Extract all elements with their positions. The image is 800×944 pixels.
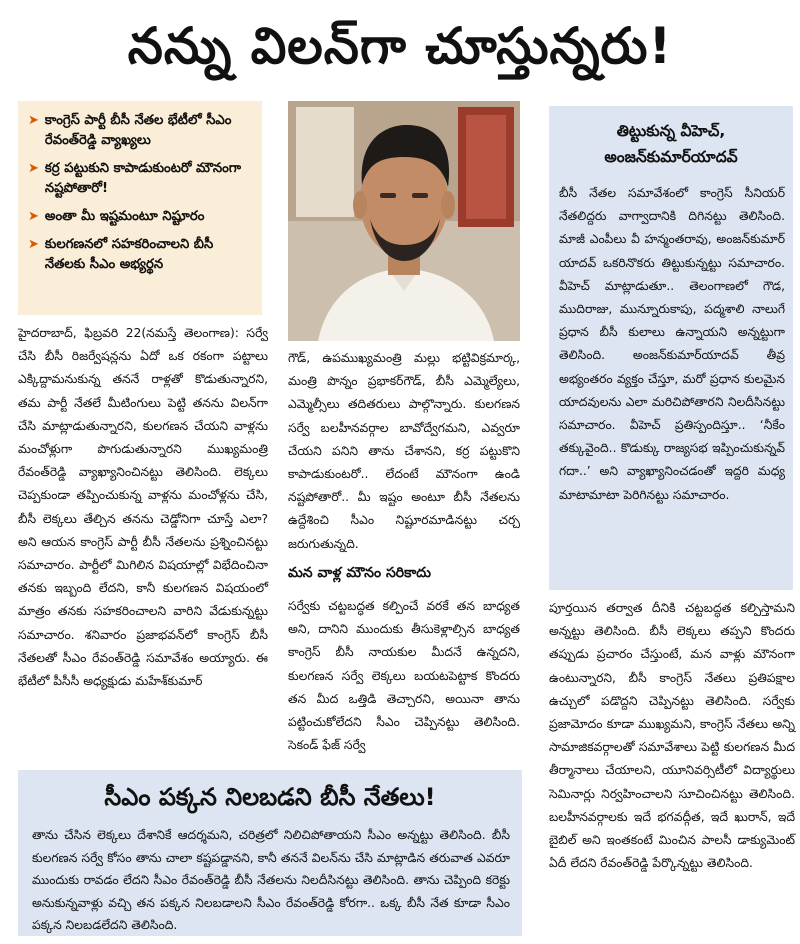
bottom-box: [18, 770, 522, 936]
sidebar-body: బీసీ నేతల సమావేశంలో కాంగ్రెస్ సీనియర్ నేతలిద్దరు వాగ్వాదానికి దిగినట్టు తెలిసింది. మాజీ ఎంపీలు వీ హన్మంతరావు, అంజన్‌కుమార్ యాదవ్ ఒకరినొకరు తిట్టుకున్నట్టు సమాచారం. వీహెచ్ మాట్లాడుతూ.. తెలంగాణలో గౌడ, ముదిరాజు, మున్నూరుకాపు, పద్మశాలి నాలుగే ప్రధాన బీసీ కులాలు ఉన్నాయని అన్నట్టుగా తెలిసింది. అంజన్‌కుమార్‌యాదవ్ తీవ్ర అభ్యంతరం వ్యక్తం చేస్తూ, మరో ప్రధాన కులమైన యాదవులను ఎలా మరిచిపోతారని నిలదీసినట్టు సమాచారం. వీహెచ్ ప్రతిస్పందిస్తూ.. ‘నీకేం తక్కువైంది.. కొడుక్కు రాజ్యసభ ఇప్పించుకున్నవ్ గదా..’ అని వ్యాఖ్యానించడంతో ఇద్దరి మధ్య మాటామాటా పెరిగినట్టు సమాచారం.: [559, 186, 785, 502]
article-column-2: గౌడ్, ఉపముఖ్యమంత్రి మల్లు భట్టివిక్రమార్క, మంత్రి పొన్నం ప్రభాకర్‌గౌడ్, బీసీ ఎమ్మెల్యేలు, ఎమ్మెల్సీలు తదితరులు పాల్గొన్నారు. కులగణన సర్వే బలహీనవర్గాల బావోద్వేగమని, ఎవ్వరూ చేయని పనిని తాను చేశానని, కర్ర పట్టుకొని కాపాడుకుంటరో.. లేదంటే మౌనంగా ఉండి నష్టపోతారో.. మీ ఇష్టం అంటూ బీసీ నేతలను ఉద్దేశించి సీఎం నిష్టూరమాడినట్టు చర్చ జరుగుతున్నది.: [288, 351, 520, 551]
headline: నన్ను విలన్‌గా చూస్తున్నరు!: [127, 17, 673, 75]
highlight-item: ➤ కులగణనలో సహకరించాలని బీసీ నేతలకు సీఎం అభ్యర్థన: [28, 235, 254, 275]
arrow-bullet-icon: ➤: [28, 161, 39, 176]
highlight-item: ➤ అంతా మీ ఇష్టమంటూ నిష్టూరం: [28, 207, 254, 227]
highlight-item: ➤ కర్ర పట్టుకుని కాపాడుకుంటరో మౌనంగా నష్టపోతారో!: [28, 159, 254, 199]
bottom-box-body: తాను చేసిన లెక్కలు దేశానికే ఆదర్శమని, చరిత్రలో నిలిచిపోతాయని సీఎం అన్నట్టు తెలిసింది. బీసీ కులగణన సర్వే కోసం తాను చాలా కష్టపడ్డానని, కానీ తననే విలన్‌ను చేసి మాట్లాడిన తరువాత ఎవరూ ముందుకు రావడం లేదని సీఎం రేవంత్‌రెడ్డి బీసీ నేతలను నిలదీసినట్టు తెలిసింది. తాను చెప్పింది కరెక్టు అనుకున్నవాళ్లు వచ్చి తన పక్కన నిలబడాలని సీఎం రేవంత్‌రెడ్డి కోరగా.. ఒక్క బీసీ నేత కూడా సీఎం పక్కన నిలబడలేదని తెలిసింది.: [32, 828, 510, 932]
highlight-item: ➤ కాంగ్రెస్ పార్టీ బీసీ నేతల భేటీలో సీఎం రేవంత్‌రెడ్డి వ్యాఖ్యలు: [28, 111, 254, 151]
article-column-1: హైదరాబాద్, ఫిబ్రవరి 22(నమస్తే తెలంగాణ): సర్వే చేసి బీసీ రిజర్వేషన్లను ఏదో ఒక రకంగా పట్టాలు ఎక్కిద్దామనుకున్న తననే రాళ్లతో కొడుతున్నారని, తమ పార్టీ నేతలే మీటింగులు పెట్టి తనను విలన్‌గా చేసి మాట్లాడుతున్నారని, కులగణన చేయని వాళ్లను మంచోళ్లుగా పొగుడుతున్నారని ముఖ్యమంత్రి రేవంత్‌రెడ్డి వ్యాఖ్యానించినట్టు తెలిసింది. లెక్కలు చెప్పకుండా తప్పించుకున్న వాళ్లను మంచోళ్లను చేసి, బీసీ లెక్కలు తేల్చిన తనను చెడ్డోనిగా చూస్తే ఎలా? అని ఆయన కాంగ్రెస్ పార్టీ బీసీ నేతలను ప్రశ్నించినట్టు సమాచారం. పార్టీలో మిగిలిన విషయాల్లో విభేదించినా తనకు ఇబ్బంది లేదని, కానీ కులగణన విషయంలో మాత్రం తనకు సహకరించాలని వారిని వేడుకున్నట్టు సమాచారం. శనివారం ప్రజాభవన్‌లో కాంగ్రెస్ బీసీ నేతలతో సీఎం రేవంత్‌రెడ్డి సమావేశం అయ్యారు. ఈ భేటీలో పీసీసీ అధ్యక్షుడు మహేశ్‌కుమార్: [18, 326, 268, 689]
article-column-3: పూర్తయిన తర్వాత దీనికి చట్టబద్ధత కల్పిస్తామని అన్నట్టు తెలిసింది. బీసీ లెక్కలు తప్పని కొందరు తప్పుడు ప్రచారం చేస్తుంటే, మన వాళ్లు మౌనంగా ఉంటున్నారని, బీసీ కాంగ్రెస్ నేతలు ప్రతిపక్షాల ఉచ్చులో పడొద్దని చెప్పినట్టు తెలిసింది. సర్వేకు ప్రజామోదం కూడా ముఖ్యమని, కాంగ్రెస్ నేతలు అన్ని సామాజికవర్గాలతో సమావేశాలు పెట్టి కులగణన మీద తీర్మానాలు చేయాలని, యూనివర్సిటీలో విద్యార్థులు సెమినార్లు నిర్వహించాలని సూచించినట్టు తెలిసింది. బలహీనవర్గాలకు ఇదే భగవద్గీత, ఇదే ఖురాన్, ఇదే బైబిల్ అని ఇంతకంటే మించిన పాలసీ డాక్యుమెంట్ ఏదీ లేదని రేవంత్‌రెడ్డి పేర్కొన్నట్టు తెలిసింది.: [549, 601, 795, 871]
arrow-bullet-icon: ➤: [28, 113, 39, 128]
article-column-2b: సర్వేకు చట్టబద్ధత కల్పించే వరకే తన బాధ్యత అని, దానిని ముందుకు తీసుకెళ్లాల్సిన బాధ్యత కాంగ్రెస్ బీసీ నాయకుల మీదనే ఉన్నదని, కులగణన సర్వే లెక్కలు బయటపెట్టాక కొందరు తన మీద ఒత్తిడి తెచ్చారని, అయినా తాను పట్టించుకోలేదని సీఎం చెప్పినట్టు తెలిసింది. సెకండ్ ఫేజ్ సర్వే: [288, 599, 520, 753]
sidebar-title: తిట్టుకున్న వీహెచ్, అంజన్‌కుమార్‌యాదవ్: [604, 122, 738, 166]
bottom-box-heading: సీఎం పక్కన నిలబడని బీసీ నేతలు!: [104, 783, 436, 811]
arrow-bullet-icon: ➤: [28, 237, 39, 252]
arrow-bullet-icon: ➤: [28, 209, 39, 224]
portrait-photo: [288, 101, 520, 341]
highlights-box: [18, 101, 262, 315]
section-heading: మన వాళ్ల మౌనం సరికాదు: [288, 565, 431, 581]
